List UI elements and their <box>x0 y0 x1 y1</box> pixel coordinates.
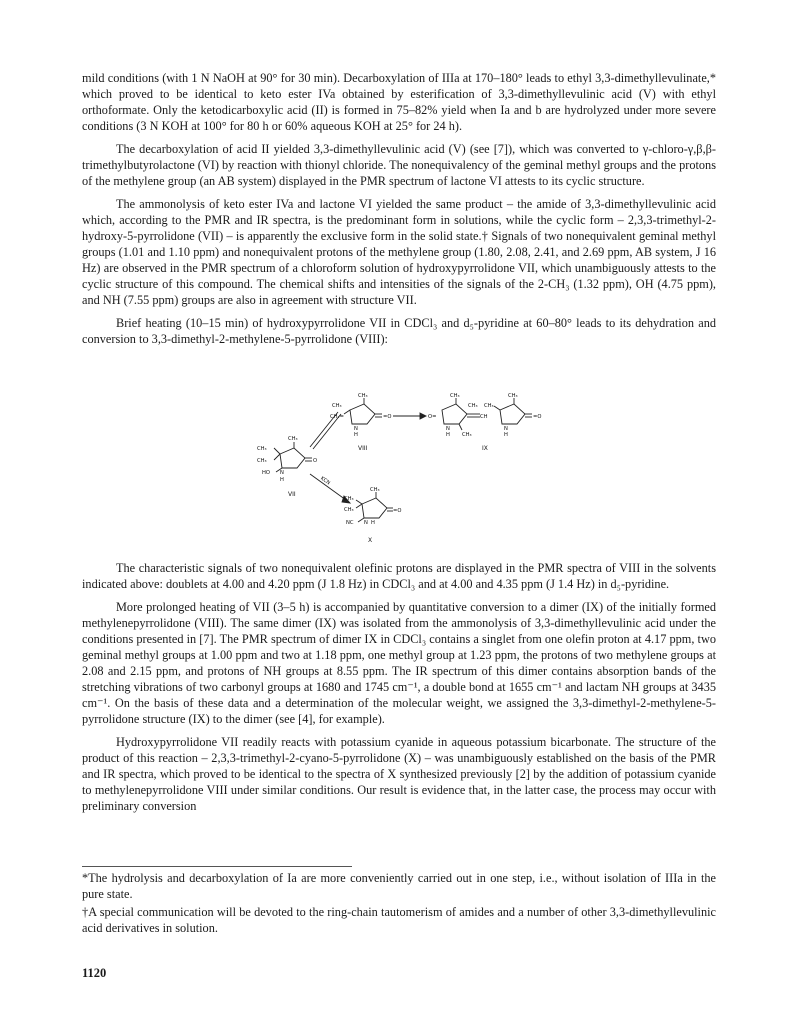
paragraph-5: The characteristic signals of two nonequivalent olefinic protons are displayed in the PMR spectra of VIII in the solvents indicated above: doublets at 4.00 and 4.20 ppm (J 1.8 Hz) in CDCl₃ and at 4.00 and 4.35 ppm (J 1.4 Hz) in d₅-pyridine. <box>82 561 716 591</box>
vii-ch3-top: CH₃ <box>288 436 298 442</box>
vii-n: N <box>280 470 284 476</box>
ix-h-left: H <box>446 432 450 438</box>
ix-h-right: H <box>504 432 508 438</box>
ring-ix-right <box>500 404 525 424</box>
paragraph-7: Hydroxypyrrolidone VII readily reacts with potassium cyanide in aqueous potassium bicarbonate. The structure of the product of this reaction – 2,3,3-trimethyl-2-cyano-5-pyrrolidone (X) – was unambiguously established on the basis of the PMR and IR spectra, which proved to be identical to the spectra of X synthesized previously [2] by the addition of potassium cyanide to methylenepyrrolidone VIII under similar conditions. Our result is evidence that, in the latter case, the process may occur with preliminary conversion <box>82 735 716 813</box>
paragraph-3: The ammonolysis of keto ester IVa and lactone VI yielded the same product – the amide of 3,3-dimethyllevulinic acid which, according to the PMR and IR spectra, is the predominant form in solutions, while the cyclic form – 2,3,3-trimethyl-2-hydroxy-5-pyrrolidone (VII) – is apparently the exclusive form in the solid state.† Signals of two nonequivalent geminal methyl groups (1.01 and 1.10 ppm) and nonequivalent protons of the methylene group (1.80, 2.08, 2.41, and 2.69 ppm, AB system, J 16 Hz) are observed in the PMR spectrum of a chloroform solution of hydroxypyrrolidone VII, which unambiguously attests to the cyclic structure of this compound. The chemical shifts and intensities of the signals of the 2-CH₃ (1.32 ppm), OH (4.75 ppm), and NH (7.55 ppm) groups are also in agreement with structure VII. <box>82 197 716 307</box>
viii-h: H <box>354 432 358 438</box>
ix-ch3-c: CH₃ <box>468 403 478 409</box>
viii-n: N <box>354 426 358 432</box>
footnote-2: †A special communication will be devoted to the ring-chain tautomerism of amides and a number of other 3,3-dimethyllevulinic acid derivatives in solution. <box>82 905 716 935</box>
x-o: =O <box>393 508 402 514</box>
x-ch3-left: CH₃ <box>344 496 354 502</box>
footnote-divider <box>82 866 352 867</box>
paragraph-2: The decarboxylation of acid II yielded 3,3-dimethyllevulinic acid (V) (see [7]), which was converted to γ-chloro-γ,β,β-trimethylbutyrolactone (VI) by reaction with thionyl chloride. The nonequivalency of the geminal methyl groups and the protons of the methylene group (an AB system) displayed in the PMR spectrum of lactone VI attests to its cyclic structure. <box>82 142 716 188</box>
footnote-1: *The hydrolysis and decarboxylation of Ia are more conveniently carried out in one step, i.e., without isolation of IIIa in the pure state. <box>82 871 716 901</box>
paragraph-1: mild conditions (with 1 N NaOH at 90° for 30 min). Decarboxylation of IIIa at 170–180° leads to ethyl 3,3-dimethyllevulinate,* which proved to be identical to keto ester IVa obtained by esterification of 3,3-dimethyllevulinic acid (V) with ethyl orthoformate. Only the ketodicarboxylic acid (II) is formed in 75–82% yield when Ia and b are hydrolyzed under more severe conditions (3 N KOH at 100° for 80 h or 60% aqueous KOH at 25° for 24 h). <box>82 71 716 133</box>
label-x: X <box>368 537 373 544</box>
x-n: N <box>364 520 368 526</box>
viii-ch2: CH₂= <box>330 414 344 420</box>
ix-n-right: N <box>504 426 508 432</box>
viii-ch3-top: CH₃ <box>358 393 368 399</box>
label-viii: VIII <box>358 445 368 452</box>
vii-h: H <box>280 477 284 483</box>
ring-vii <box>280 448 305 468</box>
x-h: H <box>371 520 375 526</box>
ring-x <box>362 498 387 518</box>
ix-n-left: N <box>446 426 450 432</box>
vii-ho: HO <box>262 470 270 476</box>
viii-ch3-left: CH₃ <box>332 403 342 409</box>
ix-ch: CH <box>480 414 488 420</box>
paragraph-4: Brief heating (10–15 min) of hydroxypyrrolidone VII in CDCl₃ and d₅-pyridine at 60–80° leads to its dehydration and conversion to 3,3-dimethyl-2-methylene-5-pyrrolidone (VIII): <box>82 316 716 346</box>
ix-ch3-b: CH₃ <box>508 393 518 399</box>
ring-viii <box>350 404 375 424</box>
ix-o-right: =O <box>533 414 542 420</box>
footnotes <box>82 870 716 938</box>
ix-ch3-d: CH₃ <box>484 403 494 409</box>
vii-o: O <box>313 458 318 464</box>
vii-ch3-left: CH₃ <box>257 446 267 452</box>
x-ch3-top: CH₃ <box>370 487 380 493</box>
viii-o: =O <box>383 414 392 420</box>
body-text-lower <box>82 560 716 821</box>
x-nc: NC <box>346 520 354 526</box>
label-vii: VII <box>288 491 296 498</box>
ix-ch3-a: CH₃ <box>450 393 460 399</box>
ring-ix-left <box>442 404 467 424</box>
page-number: 1120 <box>82 966 107 980</box>
label-ix: IX <box>482 445 488 452</box>
ix-o-left: O= <box>428 414 437 420</box>
body-text-upper <box>82 70 716 354</box>
paragraph-6: More prolonged heating of VII (3–5 h) is accompanied by quantitative conversion to a dimer (IX) of the initially formed methylenepyrrolidone (VIII). The same dimer (IX) was isolated from the ammonolysis of 3,3-dimethyllevulinic acid under the conditions presented in [7]. The PMR spectrum of dimer IX in CDCl₃ contains a singlet from one olefin proton at 4.17 ppm, two geminal methyl groups at 1.00 ppm and two at 1.18 ppm, one methyl group at 1.23 ppm, the protons of two methylene groups at 2.08 and 2.15 ppm, and protons of NH groups at 8.55 ppm. The IR spectrum of this dimer contains absorption bands of the stretching vibrations of two carbonyl groups at 1680 and 1745 cm⁻¹, a double bond at 1655 cm⁻¹ and lactam NH groups at 3435 cm⁻¹. On the basis of these data and a determination of the molecular weight, we assigned the 3,3-dimethyl-2-methylene-5-pyrrolidone structure (IX) to the dimer (see [4], for example). <box>82 600 716 726</box>
x-ch3-lower: CH₃ <box>344 507 354 513</box>
reaction-scheme <box>250 392 550 552</box>
reagent-kcn: KCN <box>319 475 332 487</box>
vii-ch3-lower: CH₃ <box>257 458 267 464</box>
ix-ch3-e: CH₃ <box>462 432 472 438</box>
